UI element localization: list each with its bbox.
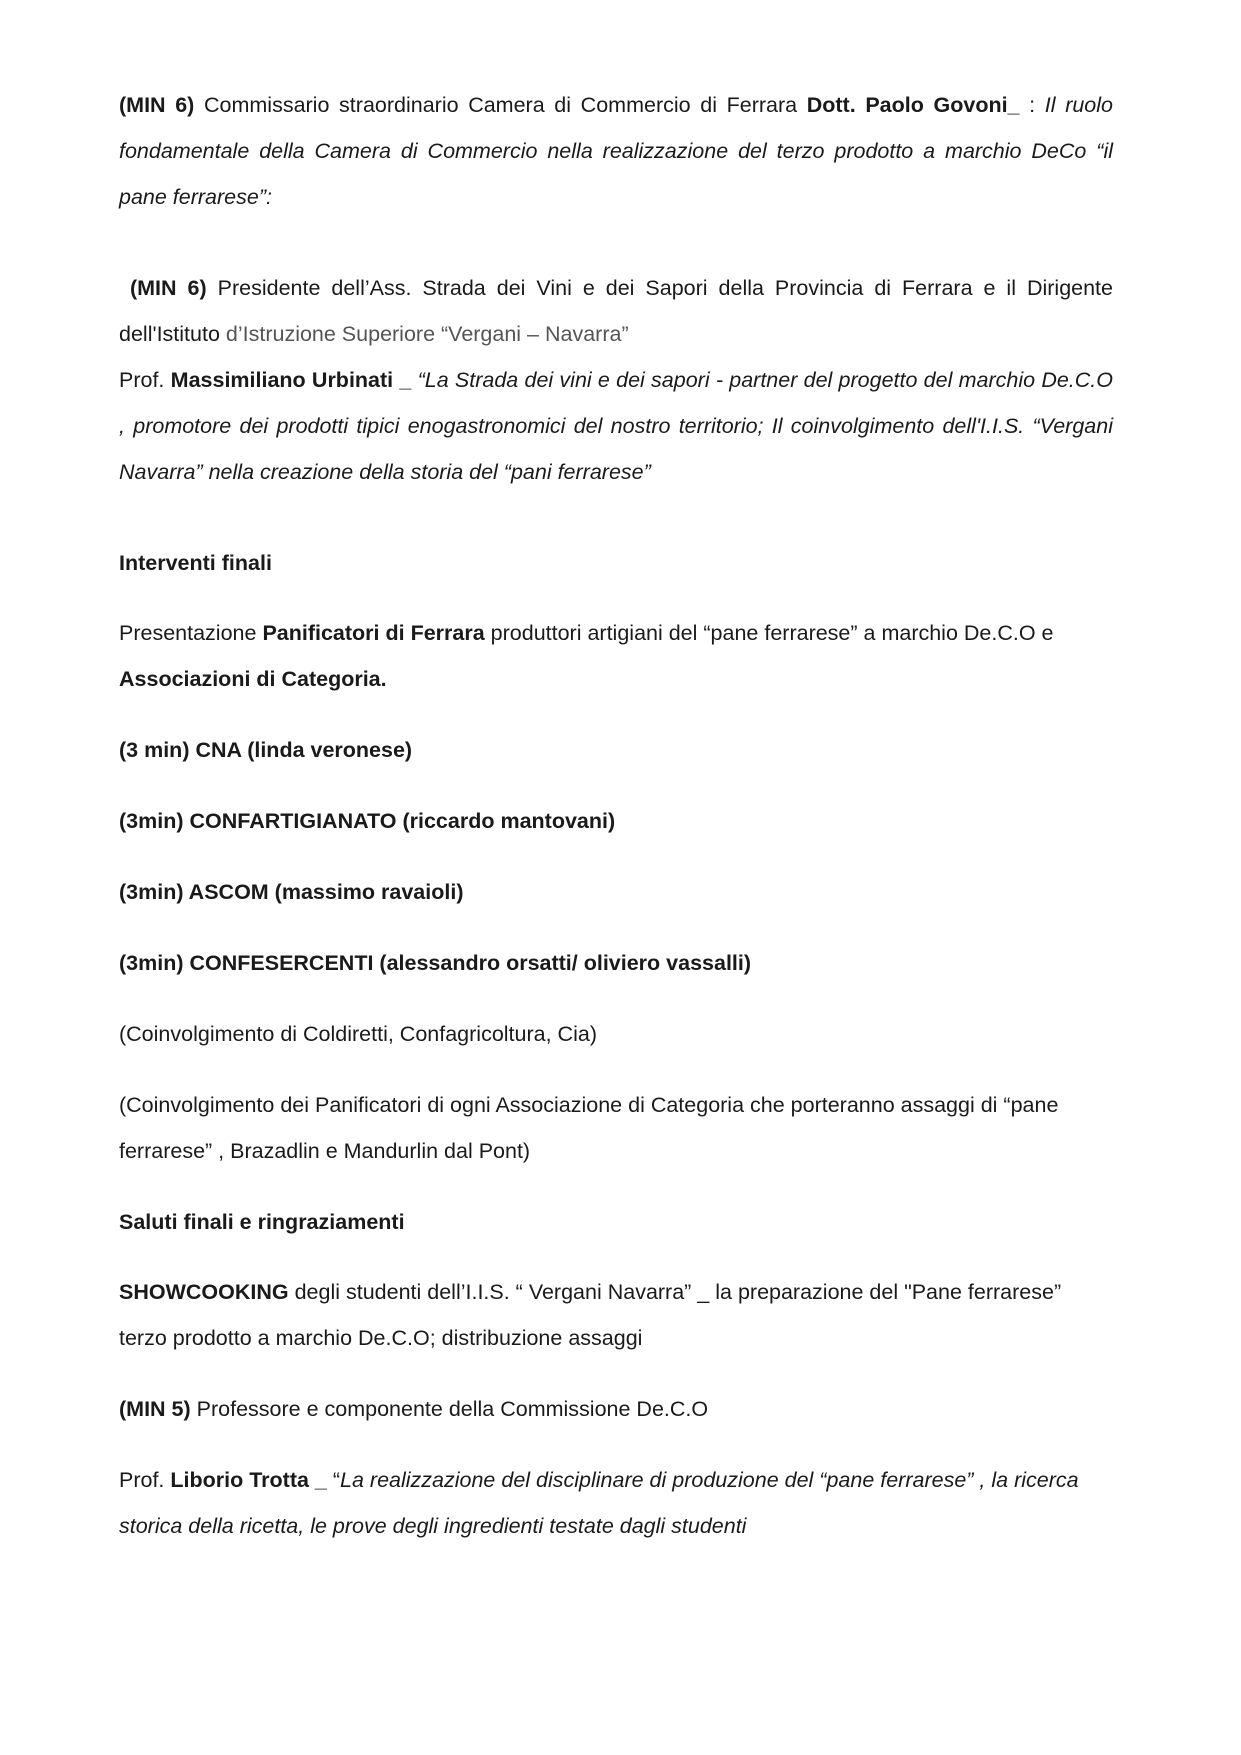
paragraph-presentazione: Presentazione Panificatori di Ferrara produttori artigiani del “pane ferrarese” a marchio De.C.O e Associazioni di Categoria. [119,621,1054,691]
note-panificatori: (Coinvolgimento dei Panificatori di ogni Associazione di Categoria che porteranno assaggi di “pane ferrarese” , Brazadlin e Mandurlin dal Pont) [119,1093,1059,1163]
agenda-item-confesercenti: (3min) CONFESERCENTI (alessandro orsatti/ oliviero vassalli) [119,951,752,975]
paragraph-urbinati [119,265,1113,495]
agenda-item-cna: (3 min) CNA (linda veronese) [119,738,413,762]
separator-text: : [1019,93,1045,117]
agenda-item-confartigianato: (3min) CONFARTIGIANATO (riccardo mantovani) [119,809,616,833]
note-coinvolgimento: (Coinvolgimento di Coldiretti, Confagricoltura, Cia) [119,1022,597,1046]
speaker-name: Massimiliano Urbinati _ [170,368,412,392]
talk-title: La realizzazione del disciplinare di produzione del “pane ferrarese” , la ricerca storica della ricetta, le prove degli ingredienti testate dagli studenti [119,1468,1079,1538]
duration-label: (MIN 5) [119,1397,191,1421]
title-prefix: Prof. [119,368,171,392]
duration-label: (MIN 6) [129,276,207,300]
speaker-name: Liborio Trotta _ [170,1468,327,1492]
group-name: Associazioni di Categoria. [119,667,387,691]
institute-name: d’Istruzione Superiore “Vergani – Navarra” [225,322,629,346]
talk-title: Il ruolo fondamentale della Camera di Commercio nella realizzazione del terzo prodotto a marchio DeCo “il pane ferrarese”: [119,93,1113,209]
talk-title: “La Strada dei vini e dei sapori - partner del progetto del marchio De.C.O , promotore dei prodotti tipici enogastronomici del nostro territorio; Il coinvolgimento dell'I.I.S. “Vergani Navarra” nella creazione della storia del “pani ferrarese” [119,368,1113,484]
speaker-name: Dott. Paolo Govoni_ [806,93,1020,117]
role-text: Professore e componente della Commissione De.C.O [190,1397,709,1421]
group-name: Panificatori di Ferrara [262,621,485,645]
section-heading-interventi: Interventi finali [119,551,272,575]
event-label: SHOWCOOKING [119,1280,289,1304]
paragraph-showcooking: SHOWCOOKING degli studenti dell’I.I.S. “ Vergani Navarra” _ la preparazione del "Pane ferrarese” terzo prodotto a marchio De.C.O; distribuzione assaggi [119,1280,1062,1350]
paragraph-commissione [119,1386,1113,1432]
paragraph-trotta: Prof. Liborio Trotta _ “La realizzazione del disciplinare di produzione del “pane ferrarese” , la ricerca storica della ricetta, le prove degli ingredienti testate dagli studenti [119,1468,1079,1538]
duration-label: (MIN 6) [119,93,195,117]
title-prefix: Prof. [119,1468,171,1492]
paragraph-govoni [119,82,1113,220]
agenda-item-ascom: (3min) ASCOM (massimo ravaioli) [119,880,464,904]
role-text: Commissario straordinario Camera di Commercio di Ferrara [194,93,807,117]
role-text: Presidente dell’Ass. Strada dei Vini e dei Sapori della Provincia di Ferrara e il Dirigente dell'Istituto [119,276,1113,346]
section-heading-saluti: Saluti finali e ringraziamenti [119,1210,405,1234]
